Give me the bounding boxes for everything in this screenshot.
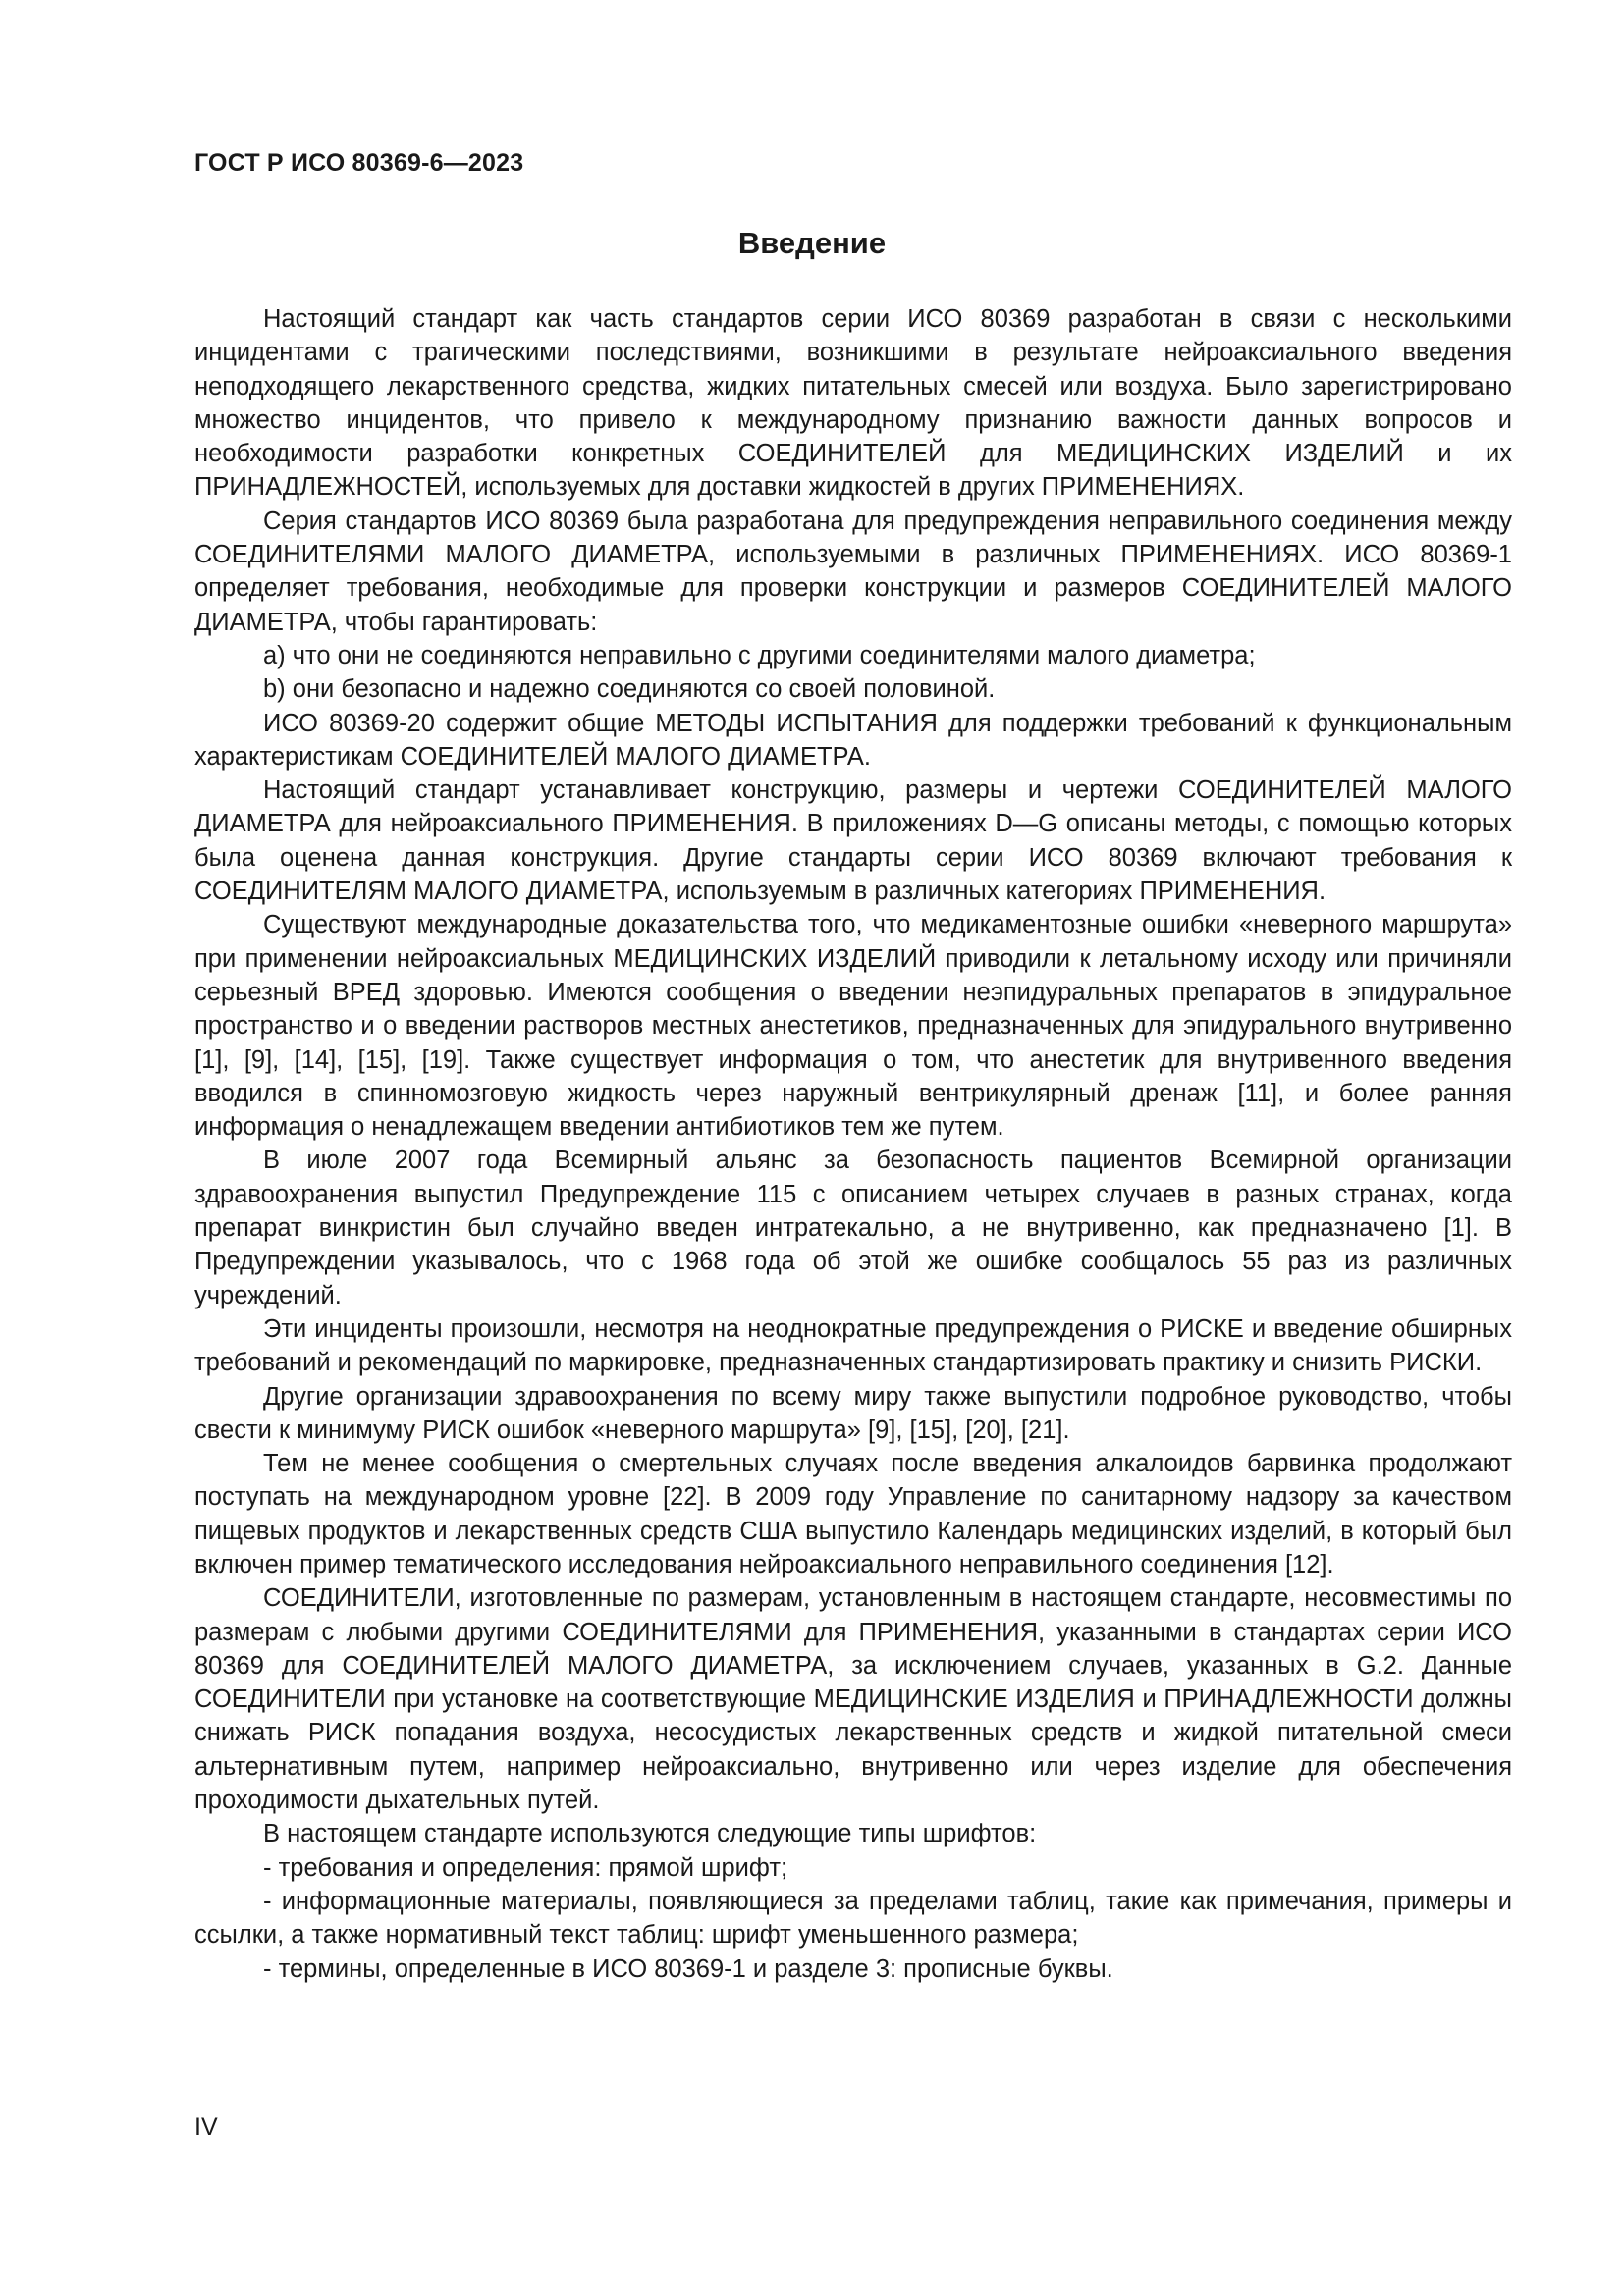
list-item: - информационные материалы, появляющиеся за пределами таблиц, такие как примечания, примеры и ссылки, а также нормативный текст таблиц: шрифт уменьшенного размера; <box>194 1887 1512 1949</box>
paragraph: Существуют международные доказательства того, что медикаментозные ошибки «неверного маршрута» при применении нейроаксиальных МЕДИЦИНСКИХ ИЗДЕЛИЙ приводили к летальному исходу или причиняли серьезный ВРЕД здоровью. Имеются сообщения о введении неэпидуральных препаратов в эпидуральное пространство и о введении растворов местных анестетиков, предназначенных для эпидурального внутривенно [1], [9], [14], [15], [19]. Также существует информация о том, что анестетик для внутривенного введения вводился в спинномозговую жидкость через наружный вентрикулярный дренаж [11], и более ранняя информация о ненадлежащем введении антибиотиков тем же путем. <box>194 911 1512 1142</box>
paragraph: Другие организации здравоохранения по всему миру также выпустили подробное руководство, чтобы свести к минимуму РИСК ошибок «неверного маршрута» [9], [15], [20], [21]. <box>194 1382 1512 1444</box>
paragraph: Настоящий стандарт устанавливает конструкцию, размеры и чертежи СОЕДИНИТЕЛЕЙ МАЛОГО ДИАМЕТРА для нейроаксиального ПРИМЕНЕНИЯ. В приложениях D—G описаны методы, с помощью которых была оценена данная конструкция. Другие стандарты серии ИСО 80369 включают требования к СОЕДИНИТЕЛЯМ МАЛОГО ДИАМЕТРА, используемым в различных категориях ПРИМЕНЕНИЯ. <box>194 776 1512 906</box>
paragraph: В июле 2007 года Всемирный альянс за безопасность пациентов Всемирной организации здравоохранения выпустил Предупреждение 115 с описанием четырех случаев в разных странах, когда препарат винкристин был случайно введен интратекально, а не внутривенно, как предназначено [1]. В Предупреждении указывалось, что с 1968 года об этой же ошибке сообщалось 55 раз из различных учреждений. <box>194 1147 1512 1309</box>
list-item: - требования и определения: прямой шрифт; <box>263 1853 788 1882</box>
paragraph: Эти инциденты произошли, несмотря на неоднократные предупреждения о РИСКЕ и введение обширных требований и рекомендаций по маркировке, предназначенных стандартизировать практику и снизить РИСКИ. <box>194 1314 1512 1377</box>
list-item: a) что они не соединяются неправильно с другими соединителями малого диаметра; <box>263 641 1256 669</box>
page-number: IV <box>194 2113 218 2141</box>
list-item: b) они безопасно и надежно соединяются со своей половиной. <box>263 675 996 704</box>
paragraph: ИСО 80369-20 содержит общие МЕТОДЫ ИСПЫТАНИЯ для поддержки требований к функциональным характеристикам СОЕДИНИТЕЛЕЙ МАЛОГО ДИАМЕТРА. <box>194 709 1512 771</box>
page-title: Введение <box>737 226 887 260</box>
paragraph: В настоящем стандарте используются следующие типы шрифтов: <box>263 1820 1037 1848</box>
paragraph: СОЕДИНИТЕЛИ, изготовленные по размерам, установленным в настоящем стандарте, несовместимы по размерам с любыми другими СОЕДИНИТЕЛЯМИ для ПРИМЕНЕНИЯ, указанными в стандартах серии ИСО 80369 для СОЕДИНИТЕЛЕЙ МАЛОГО ДИАМЕТРА, за исключением случаев, указанных в G.2. Данные СОЕДИНИТЕЛИ при установке на соответствующие МЕДИЦИНСКИЕ ИЗДЕЛИЯ и ПРИНАДЛЕЖНОСТИ должны снижать РИСК попадания воздуха, несосудистых лекарственных средств и жидкой питательной смеси альтернативным путем, например нейроаксиально, внутривенно или через изделие для обеспечения проходимости дыхательных путей. <box>194 1584 1512 1815</box>
document-body <box>194 302 1512 1986</box>
paragraph: Серия стандартов ИСО 80369 была разработана для предупреждения неправильного соединения между СОЕДИНИТЕЛЯМИ МАЛОГО ДИАМЕТРА, используемыми в различных ПРИМЕНЕНИЯХ. ИСО 80369-1 определяет требования, необходимые для проверки конструкции и размеров СОЕДИНИТЕЛЕЙ МАЛОГО ДИАМЕТРА, чтобы гарантировать: <box>194 507 1512 636</box>
paragraph: Тем не менее сообщения о смертельных случаях после введения алкалоидов барвинка продолжают поступать на международном уровне [22]. В 2009 году Управление по санитарному надзору за качеством пищевых продуктов и лекарственных средств США выпустило Календарь медицинских изделий, в который был включен пример тематического исследования нейроаксиального неправильного соединения [12]. <box>194 1450 1512 1578</box>
document-code: ГОСТ Р ИСО 80369-6—2023 <box>194 149 524 177</box>
paragraph: Настоящий стандарт как часть стандартов серии ИСО 80369 разработан в связи с несколькими инцидентами с трагическими последствиями, возникшими в результате нейроаксиального введения неподходящего лекарственного средства, жидких питательных смесей или воздуха. Было зарегистрировано множество инцидентов, что привело к международному признанию важности данных вопросов и необходимости разработки конкретных СОЕДИНИТЕЛЕЙ для МЕДИЦИНСКИХ ИЗДЕЛИЙ и их ПРИНАДЛЕЖНОСТЕЙ, используемых для доставки жидкостей в других ПРИМЕНЕНИЯХ. <box>194 305 1512 502</box>
list-item: - термины, определенные в ИСО 80369-1 и разделе 3: прописные буквы. <box>263 1954 1113 1983</box>
